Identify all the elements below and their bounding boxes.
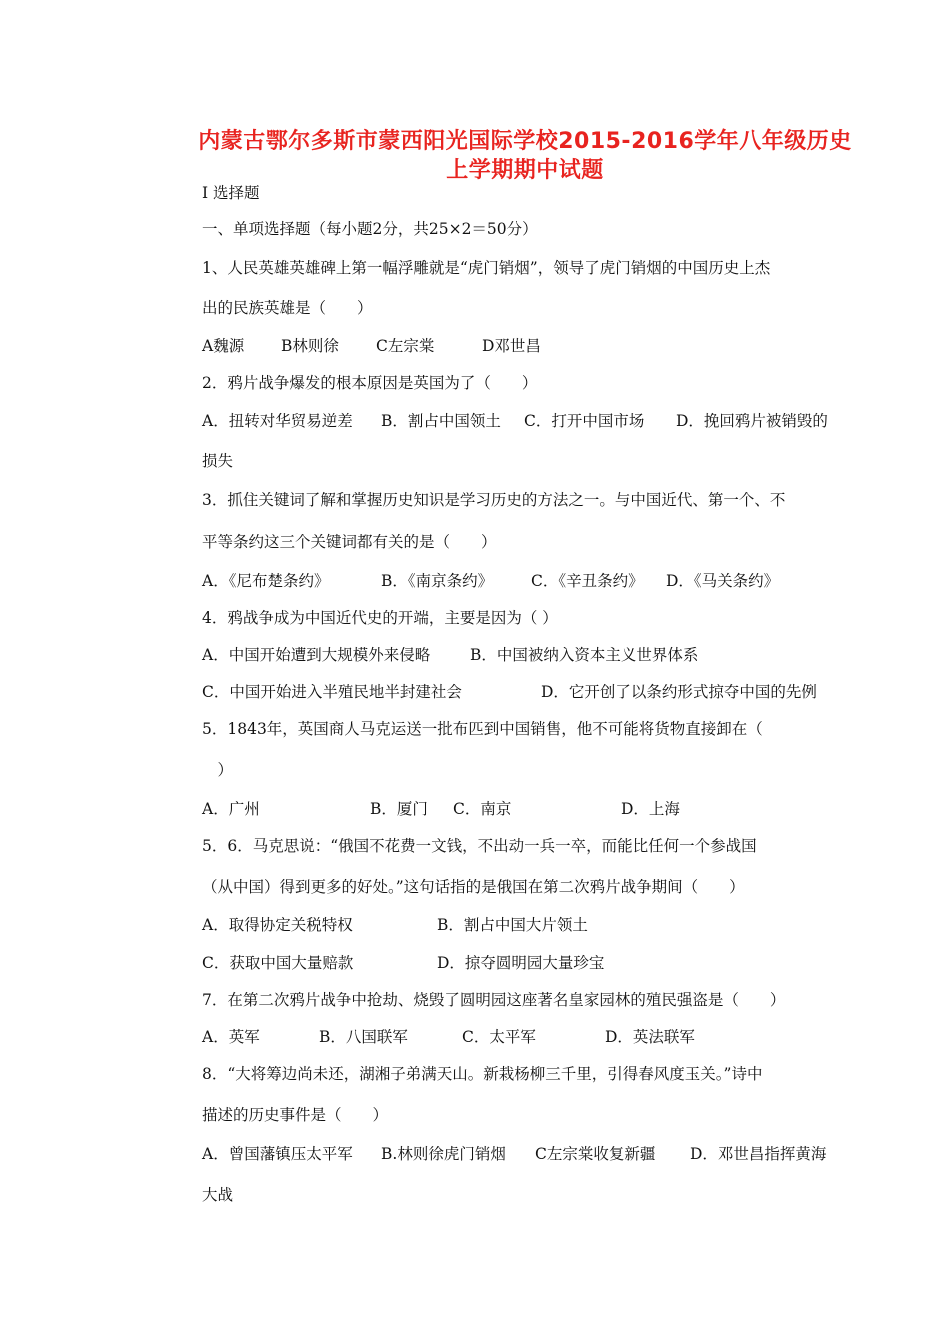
question-4-option-d: D．它开创了以条约形式掠夺中国的先例 xyxy=(541,683,817,701)
question-3-stem-line-1: 3．抓住关键词了解和掌握历史知识是学习历史的方法之一。与中国近代、第一个、不 xyxy=(202,491,786,509)
question-4-option-a: A．中国开始遭到大规模外来侵略 xyxy=(202,646,431,664)
question-5-option-a: A．广州 xyxy=(202,800,260,818)
question-3-option-a: A．《尼布楚条约》 xyxy=(202,572,330,590)
title-line-1: 内蒙古鄂尔多斯市蒙西阳光国际学校2015-2016学年八年级历史 xyxy=(198,129,852,154)
question-6-option-c: C．获取中国大量赔款 xyxy=(202,954,354,972)
question-2-stem: 2．鸦片战争爆发的根本原因是英国为了（ ） xyxy=(202,374,538,392)
question-7-stem: 7．在第二次鸦片战争中抢劫、烧毁了圆明园这座著名皇家园林的殖民强盗是（ ） xyxy=(202,991,786,1009)
question-1-option-d: D邓世昌 xyxy=(482,337,541,355)
question-8-option-d: D．邓世昌指挥黄海 xyxy=(690,1145,827,1163)
question-4-option-b: B．中国被纳入资本主义世界体系 xyxy=(470,646,699,664)
question-2-option-d-continued: 损失 xyxy=(202,452,234,470)
question-6-option-b: B．割占中国大片领土 xyxy=(437,916,588,934)
question-7-option-a: A．英军 xyxy=(202,1028,260,1046)
question-2-option-b: B．割占中国领土 xyxy=(381,412,501,430)
question-7-option-b: B．八国联军 xyxy=(319,1028,408,1046)
question-8-option-d-continued: 大战 xyxy=(202,1186,234,1204)
question-6-option-d: D．掠夺圆明园大量珍宝 xyxy=(437,954,605,972)
question-6-option-a: A．取得协定关税特权 xyxy=(202,916,353,934)
question-3-option-d: D．《马关条约》 xyxy=(666,572,780,590)
section-heading: Ⅰ 选择题 xyxy=(202,184,260,202)
question-1-option-b: B林则徐 xyxy=(281,337,339,355)
question-5-option-c: C．南京 xyxy=(453,800,512,818)
question-3-option-b: B．《南京条约》 xyxy=(381,572,494,590)
question-4-stem: 4．鸦战争成为中国近代史的开端，主要是因为（ ） xyxy=(202,609,558,627)
question-1-option-a: A魏源 xyxy=(202,337,245,355)
question-1-stem-line-2: 出的民族英雄是（ ） xyxy=(202,299,373,317)
question-8-stem-line-2: 描述的历史事件是（ ） xyxy=(202,1106,389,1124)
question-6-stem-line-2: （从中国）得到更多的好处。”这句话指的是俄国在第二次鸦片战争期间（ ） xyxy=(202,878,745,896)
question-2-option-a: A．扭转对华贸易逆差 xyxy=(202,412,353,430)
question-7-option-d: D．英法联军 xyxy=(605,1028,695,1046)
question-2-option-d: D．挽回鸦片被销毁的 xyxy=(676,412,828,430)
question-5-stem-line-2: ） xyxy=(202,761,234,779)
question-8-option-b: B.林则徐虎门销烟 xyxy=(381,1145,506,1163)
question-3-stem-line-2: 平等条约这三个关键词都有关的是（ ） xyxy=(202,533,497,551)
question-5-option-b: B．厦门 xyxy=(370,800,428,818)
question-8-stem-line-1: 8．“大将筹边尚未还，湖湘子弟满天山。新栽杨柳三千里，引得春风度玉关。”诗中 xyxy=(202,1065,763,1083)
question-3-option-c: C．《辛丑条约》 xyxy=(531,572,644,590)
part-heading: 一、单项选择题（每小题2分，共25×2＝50分） xyxy=(202,220,538,238)
question-8-option-a: A．曾国藩镇压太平军 xyxy=(202,1145,353,1163)
question-7-option-c: C．太平军 xyxy=(462,1028,536,1046)
title-line-2: 上学期期中试题 xyxy=(446,158,604,183)
question-1-stem-line-1: 1、人民英雄英雄碑上第一幅浮雕就是“虎门销烟”，领导了虎门销烟的中国历史上杰 xyxy=(202,259,771,277)
question-4-option-c: C．中国开始进入半殖民地半封建社会 xyxy=(202,683,462,701)
question-5-option-d: D．上海 xyxy=(621,800,680,818)
question-6-stem-line-1: 5．6．马克思说：“俄国不花费一文钱，不出动一兵一卒，而能比任何一个参战国 xyxy=(202,837,757,855)
question-8-option-c: C左宗棠收复新疆 xyxy=(535,1145,656,1163)
question-2-option-c: C．打开中国市场 xyxy=(524,412,645,430)
question-5-stem-line-1: 5．1843年，英国商人马克运送一批布匹到中国销售，他不可能将货物直接卸在（ xyxy=(202,720,763,738)
question-1-option-c: C左宗棠 xyxy=(376,337,435,355)
